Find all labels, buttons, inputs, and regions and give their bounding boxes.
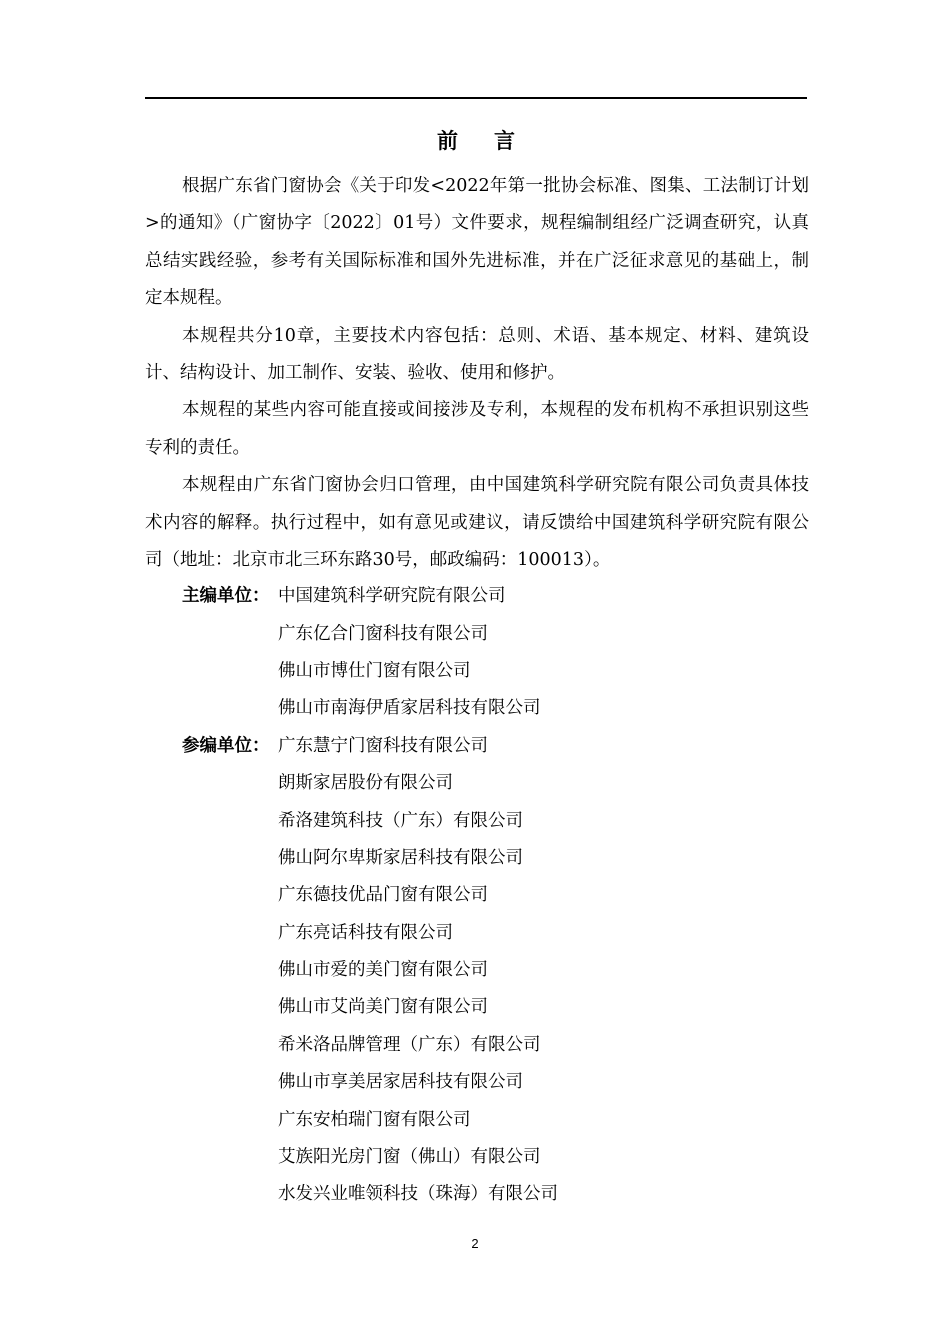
list-item xyxy=(182,800,742,837)
list-item xyxy=(182,651,742,688)
unit-name: 佛山市南海伊盾家居科技有限公司 xyxy=(278,698,541,719)
list-item xyxy=(182,950,742,987)
unit-name: 广东亮话科技有限公司 xyxy=(278,922,453,943)
unit-name: 佛山阿尔卑斯家居科技有限公司 xyxy=(278,847,523,868)
page-title: 前言 xyxy=(437,128,551,153)
paragraph-4: 本规程由广东省门窗协会归口管理，由中国建筑科学研究院有限公司负责具体技术内容的解释。执行过程中，如有意见或建议，请反馈给中国建筑科学研究院有限公司（地址：北京市北三环东路30号，邮政编码：100013）。 xyxy=(145,475,809,571)
list-item xyxy=(182,1062,742,1099)
list-item xyxy=(182,1025,742,1062)
paragraph-2: 本规程共分10章，主要技术内容包括：总则、术语、基本规定、材料、建筑设计、结构设计、加工制作、安装、验收、使用和修护。 xyxy=(145,325,809,384)
unit-name: 中国建筑科学研究院有限公司 xyxy=(278,586,506,607)
unit-name: 广东安柏瑞门窗有限公司 xyxy=(278,1109,471,1130)
unit-name: 朗斯家居股份有限公司 xyxy=(278,773,453,794)
list-item xyxy=(182,726,742,763)
unit-name: 希米洛品牌管理（广东）有限公司 xyxy=(278,1034,541,1055)
list-item xyxy=(182,1099,742,1136)
unit-name: 佛山市博仕门窗有限公司 xyxy=(278,660,471,681)
chief-units-label: 主编单位： xyxy=(182,586,270,607)
unit-name: 广东亿合门窗科技有限公司 xyxy=(278,623,488,644)
paragraph-1: 根据广东省门窗协会《关于印发<2022年第一批协会标准、图集、工法制订计划>的通知》（广窗协字〔2022〕01号）文件要求，规程编制组经广泛调查研究，认真总结实践经验，参考有关国际标准和国外先进标准，并在广泛征求意见的基础上，制定本规程。 xyxy=(145,176,809,309)
list-item xyxy=(182,838,742,875)
unit-name: 艾族阳光房门窗（佛山）有限公司 xyxy=(278,1147,541,1168)
unit-name: 佛山市爱的美门窗有限公司 xyxy=(278,960,488,981)
participating-units-list xyxy=(182,726,742,1212)
paragraph-3: 本规程的某些内容可能直接或间接涉及专利，本规程的发布机构不承担识别这些专利的责任。 xyxy=(145,400,809,458)
page-number: 2 xyxy=(471,1236,479,1251)
header-rule xyxy=(145,97,807,99)
unit-name: 佛山市享美居家居科技有限公司 xyxy=(278,1072,523,1093)
list-item xyxy=(182,875,742,912)
participating-units-label: 参编单位： xyxy=(182,735,270,756)
list-item xyxy=(182,763,742,800)
unit-name: 水发兴业唯领科技（珠海）有限公司 xyxy=(278,1184,558,1205)
chief-units-list xyxy=(182,576,742,726)
list-item xyxy=(182,688,742,725)
unit-name: 广东德技优品门窗有限公司 xyxy=(278,885,488,906)
unit-name: 希洛建筑科技（广东）有限公司 xyxy=(278,810,523,831)
unit-name: 佛山市艾尚美门窗有限公司 xyxy=(278,997,488,1018)
list-item xyxy=(182,913,742,950)
list-item xyxy=(182,1174,742,1211)
list-item xyxy=(182,1137,742,1174)
unit-name: 广东慧宁门窗科技有限公司 xyxy=(278,735,488,756)
list-item xyxy=(182,613,742,650)
list-item xyxy=(182,576,742,613)
list-item xyxy=(182,987,742,1024)
units-section xyxy=(182,576,742,1212)
preface-body xyxy=(145,168,809,579)
